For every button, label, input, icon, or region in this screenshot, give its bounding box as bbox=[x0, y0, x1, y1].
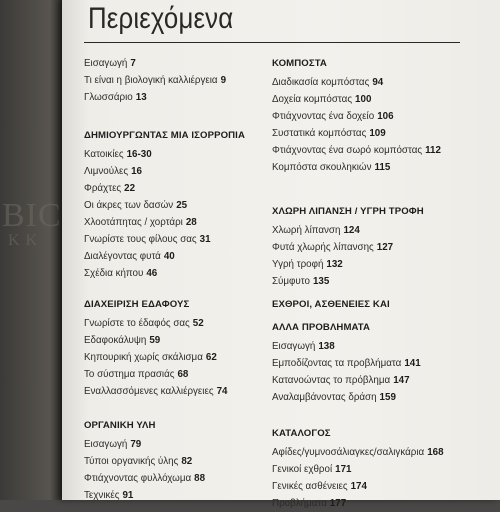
toc-entry bbox=[84, 248, 274, 265]
toc-entry bbox=[84, 163, 274, 180]
toc-entry-page: 138 bbox=[318, 341, 335, 352]
toc-entry-label: Φτιάχνοντας ένα δοχείο bbox=[272, 111, 375, 122]
toc-entry-label: Κομπόστα σκουληκιών bbox=[272, 162, 372, 173]
toc-entry-page: 159 bbox=[379, 392, 396, 403]
section-heading: ΔΗΜΙΟΥΡΓΩΝΤΑΣ ΜΙΑ ΙΣΟΡΡΟΠΙΑ bbox=[84, 130, 245, 141]
toc-entry-page: 52 bbox=[192, 318, 204, 329]
toc-entry-page: 127 bbox=[376, 242, 394, 253]
toc-entry bbox=[272, 372, 462, 389]
toc-entry bbox=[84, 231, 274, 248]
toc-entry-page: 68 bbox=[177, 369, 189, 380]
section-heading: ΔΙΑΧΕΙΡΙΣΗ ΕΔΑΦΟΥΣ bbox=[84, 299, 190, 310]
toc-entry-label: Χλοοτάπητας / χορτάρι bbox=[84, 217, 183, 228]
toc-entry-label: Εναλλασσόμενες καλλιέργειες bbox=[84, 386, 214, 397]
toc-entry-page: 109 bbox=[369, 128, 386, 139]
toc-entry-page: 82 bbox=[181, 456, 193, 467]
toc-entry-page: 135 bbox=[312, 276, 330, 287]
toc-entry bbox=[272, 108, 462, 125]
toc-entry bbox=[272, 256, 462, 273]
toc-entry-page: 91 bbox=[122, 490, 134, 501]
toc-entry bbox=[272, 159, 462, 176]
toc-entry bbox=[84, 470, 274, 487]
toc-entry-page: 7 bbox=[130, 58, 136, 69]
toc-entry bbox=[84, 366, 274, 383]
toc-section bbox=[272, 55, 462, 176]
toc-entry bbox=[84, 383, 274, 400]
toc-entry-label: Φτιάχνοντας φυλλόχωμα bbox=[84, 473, 192, 484]
toc-section bbox=[84, 127, 274, 282]
toc-entry-page: 59 bbox=[149, 335, 161, 346]
toc-entry bbox=[272, 355, 462, 372]
toc-entry-page: 168 bbox=[427, 447, 444, 458]
toc-entry-label: Εισαγωγή bbox=[84, 439, 128, 450]
toc-entry bbox=[272, 222, 462, 239]
title-rule bbox=[84, 42, 460, 43]
toc-section bbox=[272, 203, 462, 290]
toc-entry-label: Κατοικίες bbox=[84, 149, 124, 160]
toc-entry-label: Φυτά χλωρής λίπανσης bbox=[272, 242, 374, 253]
toc-entry-page: 74 bbox=[216, 386, 228, 397]
toc-entry-label: Εμποδίζοντας τα προβλήματα bbox=[272, 358, 402, 369]
toc-entry bbox=[84, 349, 274, 366]
toc-entry bbox=[84, 180, 274, 197]
toc-entry-label: Οι άκρες των δασών bbox=[84, 200, 174, 211]
toc-entry-label: Φράχτες bbox=[84, 183, 122, 194]
toc-entry-label: Λιμνούλες bbox=[84, 166, 129, 177]
toc-entry-page: 9 bbox=[220, 75, 227, 86]
toc-entry-label: Γενικές ασθένειες bbox=[272, 481, 348, 492]
toc-entry-page: 88 bbox=[194, 473, 206, 484]
bleed-through-text-small: K K bbox=[8, 232, 39, 249]
toc-entry-label: Διαδικασία κομπόστας bbox=[272, 77, 370, 88]
page-title: Περιεχόμενα bbox=[88, 2, 234, 35]
toc-entry bbox=[84, 72, 274, 89]
toc-entry bbox=[272, 495, 462, 512]
book-spine-shadow bbox=[0, 0, 62, 500]
toc-entry-label: Γενικοί εχθροί bbox=[272, 464, 333, 475]
toc-entry-label: Τεχνικές bbox=[84, 490, 120, 501]
toc-entry-page: 100 bbox=[355, 94, 372, 105]
toc-entry-label: Προβλήματα bbox=[272, 498, 327, 509]
toc-entry-page: 46 bbox=[146, 268, 158, 279]
toc-entry-label: Κατανοώντας το πρόβλημα bbox=[272, 375, 391, 386]
toc-entry-page: 31 bbox=[199, 234, 211, 245]
toc-entry-label: Εισαγωγή bbox=[84, 58, 128, 69]
toc-entry-page: 106 bbox=[377, 111, 394, 122]
toc-entry-page: 124 bbox=[343, 225, 360, 236]
section-heading: ΚΑΤΑΛΟΓΟΣ bbox=[272, 428, 331, 439]
toc-entry-page: 174 bbox=[350, 481, 367, 492]
toc-entry-page: 177 bbox=[329, 498, 347, 509]
toc-entry-label: Κηπουρική χωρίς σκάλισμα bbox=[84, 352, 203, 363]
toc-entry-label: Γλωσσάριο bbox=[84, 92, 133, 103]
toc-section bbox=[84, 417, 274, 504]
toc-entry-label: Εισαγωγή bbox=[272, 341, 316, 352]
toc-entry-label: Διαλέγοντας φυτά bbox=[84, 251, 161, 262]
toc-entry bbox=[272, 478, 462, 495]
toc-entry bbox=[272, 91, 462, 108]
toc-entry-page: 132 bbox=[326, 259, 343, 270]
toc-entry-label: Γνωρίστε το έδαφός σας bbox=[84, 318, 190, 329]
toc-entry-label: Σύμφυτο bbox=[272, 276, 310, 287]
toc-entry-page: 28 bbox=[185, 217, 197, 228]
toc-entry bbox=[84, 487, 274, 504]
toc-entry bbox=[272, 444, 462, 461]
toc-entry-page: 16 bbox=[131, 166, 142, 177]
toc-entry-label: Χλωρή λίπανση bbox=[272, 225, 341, 236]
bleed-through-text: BIC bbox=[2, 197, 62, 234]
toc-entry-label: Υγρή τροφή bbox=[272, 259, 324, 270]
toc-entry-page: 79 bbox=[130, 439, 142, 450]
toc-entry bbox=[272, 338, 462, 355]
toc-entry bbox=[272, 142, 462, 159]
toc-entry-label: Δοχεία κομπόστας bbox=[272, 94, 353, 105]
toc-section bbox=[272, 425, 462, 512]
toc-section bbox=[84, 296, 274, 400]
toc-entry-page: 115 bbox=[374, 162, 391, 173]
toc-entry-label: Αναλαμβάνοντας δράση bbox=[272, 392, 377, 403]
toc-entry-page: 112 bbox=[425, 145, 441, 156]
toc-entry bbox=[84, 332, 274, 349]
toc-entry-page: 13 bbox=[135, 92, 147, 103]
toc-entry-label: Το σύστημα πρασιάς bbox=[84, 369, 175, 380]
toc-entry-page: 62 bbox=[205, 352, 217, 363]
section-heading: ΕΧΘΡΟΙ, ΑΣΘΕΝΕΙΕΣ ΚΑΙ bbox=[272, 299, 390, 310]
toc-entry-label: Τι είναι η βιολογική καλλιέργεια bbox=[84, 75, 218, 86]
toc-entry bbox=[272, 461, 462, 478]
toc-section bbox=[272, 296, 462, 406]
toc-entry bbox=[84, 214, 274, 231]
section-heading: ΟΡΓΑΝΙΚΗ ΥΛΗ bbox=[84, 420, 156, 431]
toc-entry bbox=[272, 125, 462, 142]
toc-entry bbox=[84, 436, 274, 453]
toc-entry-page: 147 bbox=[393, 375, 410, 386]
toc-entry bbox=[84, 315, 274, 332]
toc-entry-page: 22 bbox=[124, 183, 136, 194]
toc-entry bbox=[272, 389, 462, 406]
toc-entry bbox=[84, 146, 274, 163]
toc-section bbox=[84, 55, 274, 106]
toc-entry-label: Τύποι οργανικής ύλης bbox=[84, 456, 179, 467]
toc-entry-page: 141 bbox=[404, 358, 421, 369]
toc-entry bbox=[84, 55, 274, 72]
toc-entry bbox=[272, 273, 462, 290]
toc-entry-label: Αφίδες/γυμνοσάλιαγκες/σαλιγκάρια bbox=[272, 447, 425, 458]
toc-entry bbox=[272, 74, 462, 91]
toc-entry-page: 40 bbox=[163, 251, 175, 262]
toc-entry-page: 94 bbox=[372, 77, 384, 88]
toc-entry-page: 25 bbox=[176, 200, 188, 211]
toc-entry-label: Φτιάχνοντας ένα σωρό κομπόστας bbox=[272, 145, 423, 156]
toc-entry-label: Συστατικά κομπόστας bbox=[272, 128, 367, 139]
section-heading: ΧΛΩΡΗ ΛΙΠΑΝΣΗ / ΥΓΡΗ ΤΡΟΦΗ bbox=[272, 206, 424, 217]
toc-entry-label: Σχέδια κήπου bbox=[84, 268, 144, 279]
toc-entry bbox=[272, 239, 462, 256]
toc-entry bbox=[84, 89, 274, 106]
toc-entry-label: Γνωρίστε τους φίλους σας bbox=[84, 234, 197, 245]
toc-entry-page: 171 bbox=[335, 464, 352, 475]
section-heading: ΚΟΜΠΟΣΤΑ bbox=[272, 58, 327, 69]
toc-entry bbox=[84, 197, 274, 214]
toc-entry bbox=[84, 265, 274, 282]
toc-entry bbox=[84, 453, 274, 470]
section-heading-line2: ΑΛΛΑ ΠΡΟΒΛΗΜΑΤΑ bbox=[272, 322, 371, 333]
toc-entry-label: Εδαφοκάλυψη bbox=[84, 335, 147, 346]
toc-entry-page: 16-30 bbox=[126, 149, 152, 160]
